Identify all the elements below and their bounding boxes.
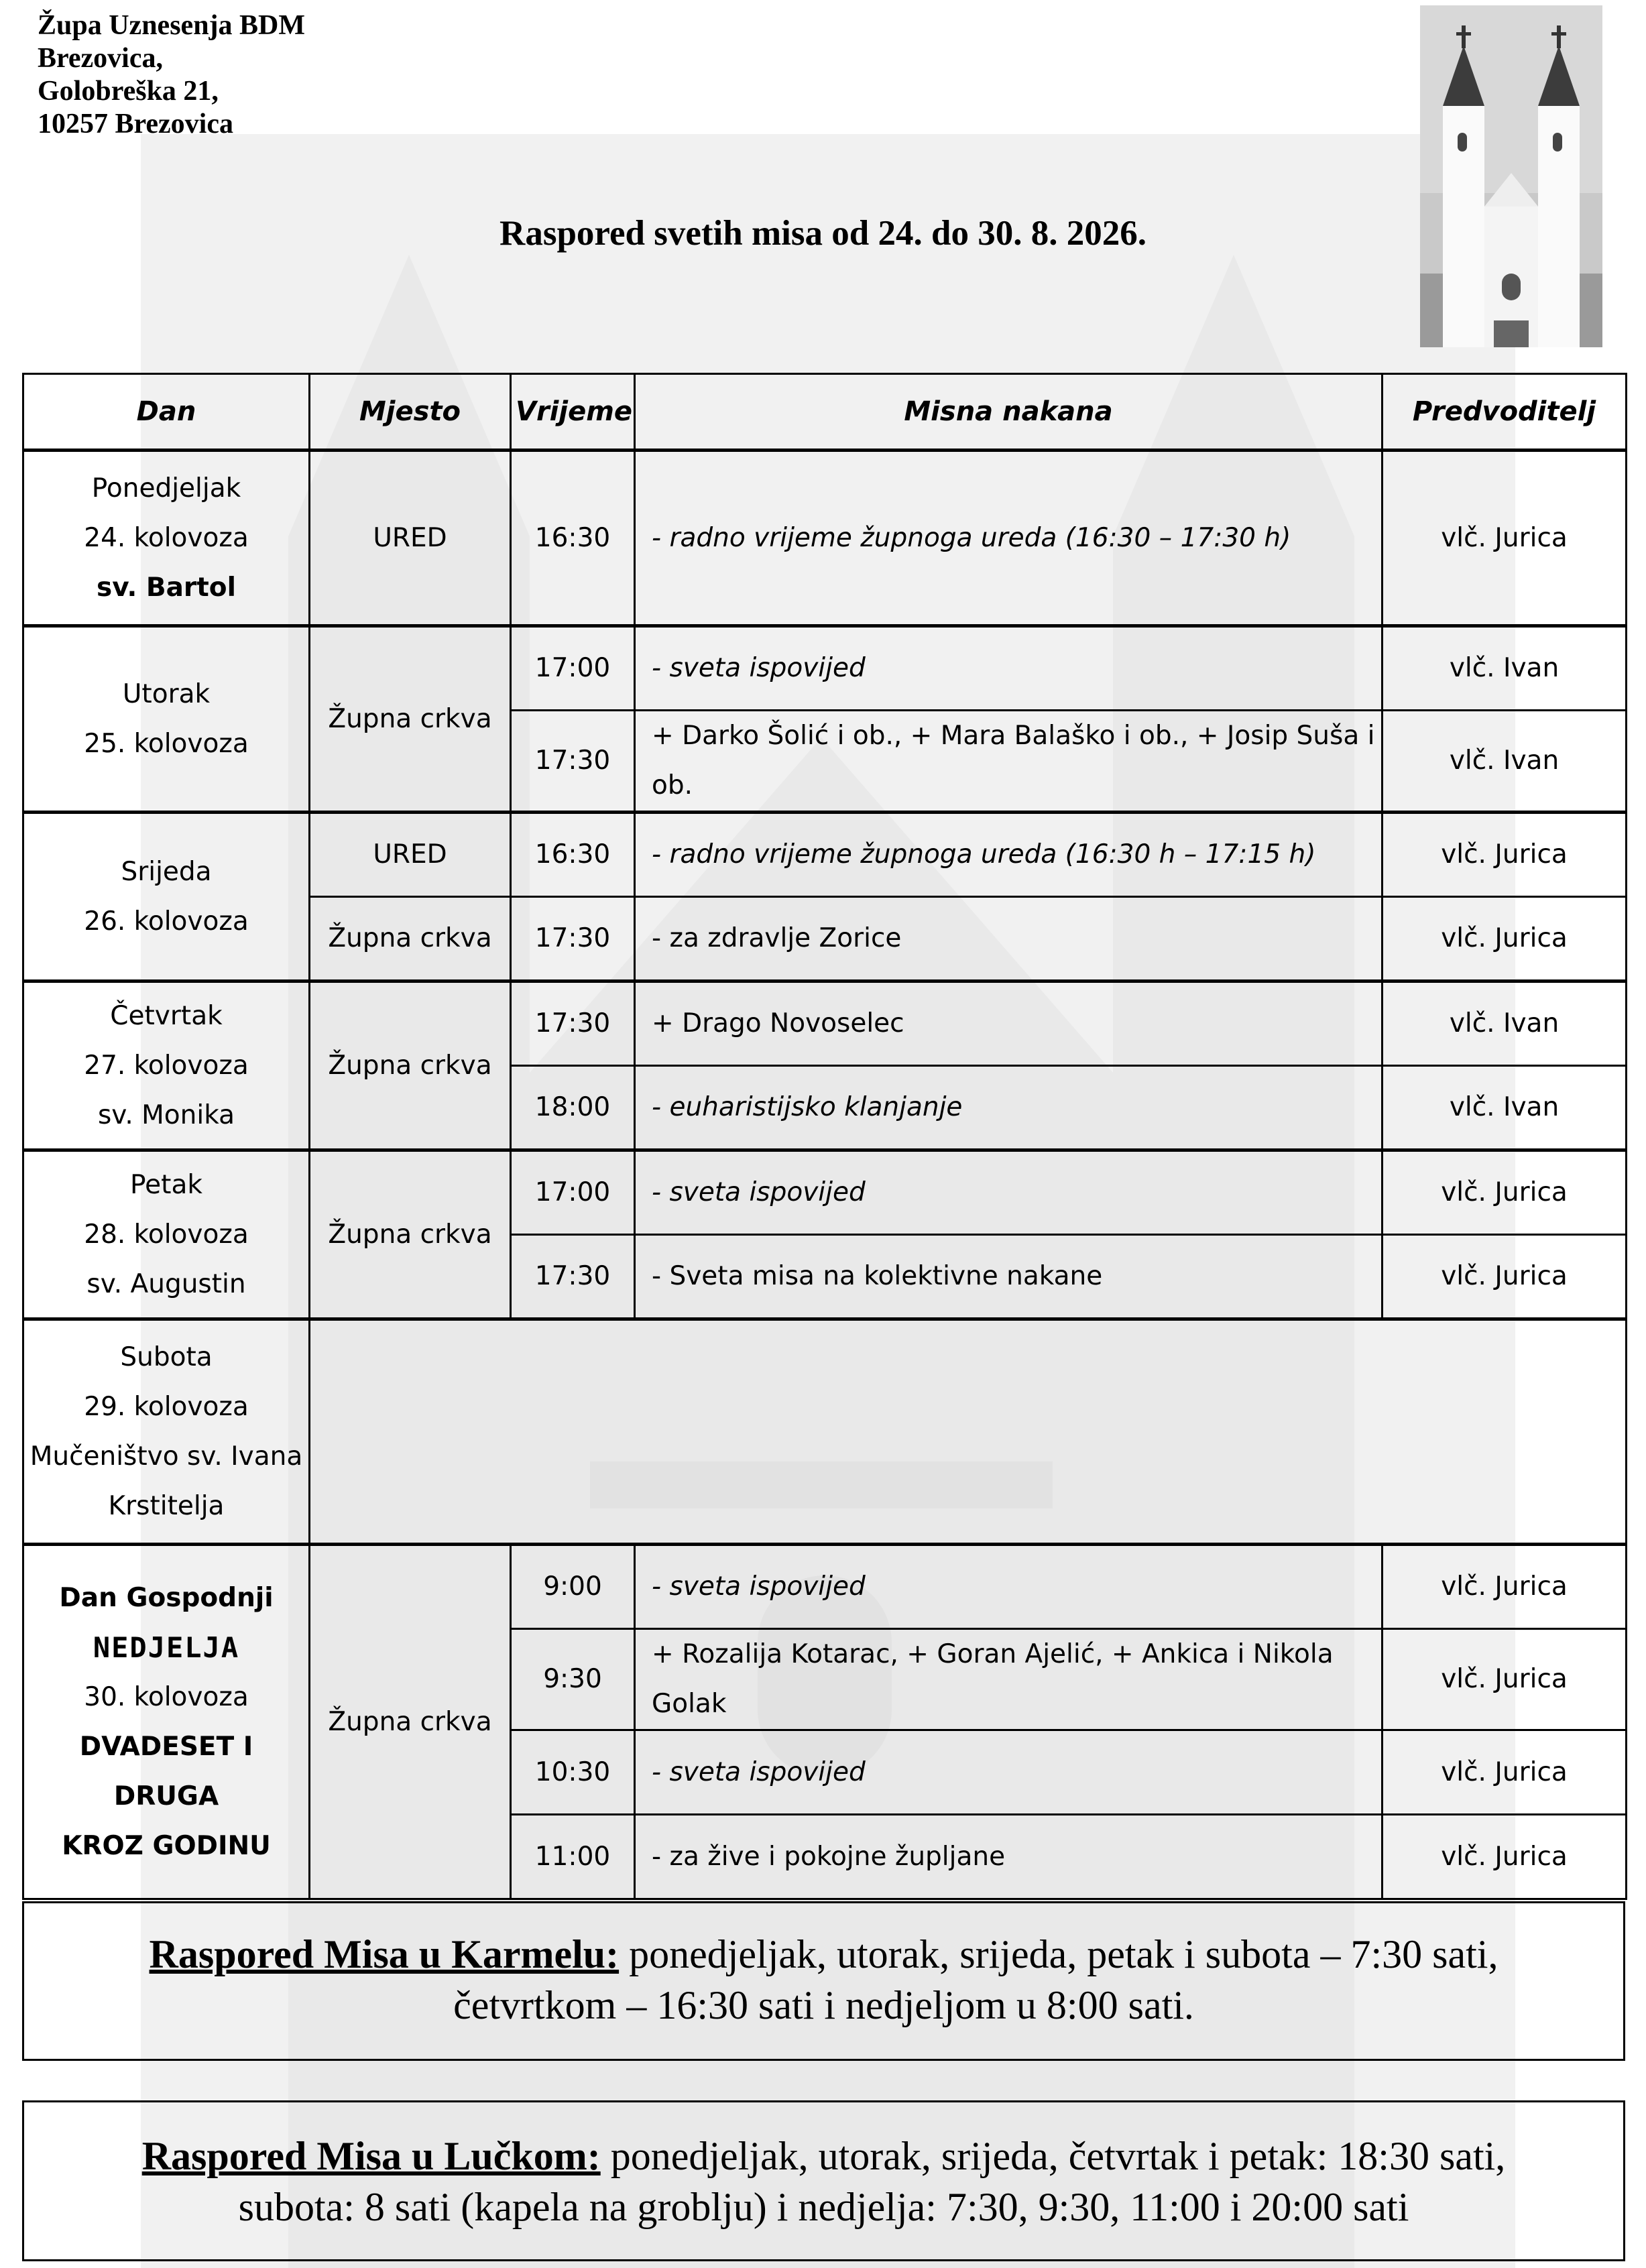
day-saint: DVADESET I DRUGA [79,1731,253,1811]
lucko-label: Raspored Misa u Lučkom: [141,2134,601,2178]
place-cell: Župna crkva [310,1545,511,1899]
place-cell: Župna crkva [310,981,511,1150]
empty-cell [310,1319,1627,1545]
intention-cell: + Darko Šolić i ob., + Mara Balaško i ob., + Josip Suša i ob. [635,711,1383,813]
leader-cell: vlč. Ivan [1383,1066,1627,1150]
leader-cell: vlč. Jurica [1383,451,1627,626]
day-date: 27. kolovoza [84,1050,249,1081]
leader-cell: vlč. Jurica [1383,1815,1627,1899]
leader-cell: vlč. Jurica [1383,897,1627,981]
leader-cell: vlč. Jurica [1383,1545,1627,1629]
table-row [23,626,1627,711]
intention-cell: - za zdravlje Zorice [635,897,1383,981]
intention-cell: + Drago Novoselec [635,981,1383,1066]
place-cell: Župna crkva [310,1150,511,1319]
leader-cell: vlč. Ivan [1383,711,1627,813]
day-cell [23,451,310,626]
day-saint: sv. Augustin [86,1268,246,1299]
day-date: 28. kolovoza [84,1219,249,1250]
leader-cell: vlč. Jurica [1383,813,1627,897]
leader-cell: vlč. Jurica [1383,1150,1627,1235]
time-cell: 18:00 [511,1066,635,1150]
time-cell: 17:00 [511,626,635,711]
place-cell: Župna crkva [310,626,511,813]
time-cell: 17:30 [511,981,635,1066]
day-cell [23,626,310,813]
page-title: Raspored svetih misa od 24. do 30. 8. 2026. [499,214,1147,253]
place-cell: URED [310,451,511,626]
time-cell: 9:00 [511,1545,635,1629]
header-predvoditelj: Predvoditelj [1383,374,1627,451]
parish-postcode: 10257 Brezovica [38,109,233,139]
header-nakana: Misna nakana [635,374,1383,451]
karmel-text-1: ponedjeljak, utorak, srijeda, petak i subota – 7:30 sati, [619,1932,1498,1976]
day-date: 26. kolovoza [84,906,249,937]
day-date: 30. kolovoza [84,1681,249,1712]
leader-cell: vlč. Jurica [1383,1629,1627,1730]
parish-street: Golobreška 21, [38,76,219,107]
table-row [23,1545,1627,1629]
table-row [23,981,1627,1066]
day-cell [23,1150,310,1319]
intention-cell: - sveta ispovijed [635,626,1383,711]
day-saint: sv. Bartol [97,572,236,603]
time-cell: 17:00 [511,1150,635,1235]
leader-cell: vlč. Ivan [1383,981,1627,1066]
header-dan: Dan [23,374,310,451]
day-name: Petak [130,1169,202,1200]
day-name: Utorak [122,678,211,709]
day-cell [23,1319,310,1545]
karmel-label: Raspored Misa u Karmelu: [149,1932,620,1976]
time-cell: 17:30 [511,897,635,981]
parish-city: Brezovica, [38,43,163,74]
day-saint-cont: Krstitelja [108,1490,225,1521]
time-cell: 16:30 [511,451,635,626]
day-saint-cont: KROZ GODINU [62,1830,271,1861]
table-row [23,813,1627,897]
place-cell: Župna crkva [310,897,511,981]
day-saint: sv. Monika [97,1099,235,1130]
time-cell: 9:30 [511,1629,635,1730]
leader-cell: vlč. Ivan [1383,626,1627,711]
church-photo [1420,5,1602,347]
day-date: 29. kolovoza [84,1391,249,1422]
day-name: Ponedjeljak [91,473,241,503]
karmel-text-2: četvrtkom – 16:30 sati i nedjeljom u 8:00 sati. [453,1983,1194,2027]
time-cell: 17:30 [511,1235,635,1319]
table-row [23,451,1627,626]
header-vrijeme: Vrijeme [511,374,635,451]
intention-cell: - radno vrijeme župnoga ureda (16:30 h – 17:15 h) [635,813,1383,897]
intention-cell: - Sveta misa na kolektivne nakane [635,1235,1383,1319]
parish-address [38,9,305,141]
mass-schedule-table [22,373,1627,1900]
day-saint: Mučeništvo sv. Ivana [30,1441,303,1472]
header-mjesto: Mjesto [310,374,511,451]
leader-cell: vlč. Jurica [1383,1235,1627,1319]
day-date: 24. kolovoza [84,522,249,553]
day-name: NEDJELJA [93,1630,240,1664]
intention-cell: - sveta ispovijed [635,1150,1383,1235]
place-cell: URED [310,813,511,897]
parish-name: Župa Uznesenja BDM [38,10,306,41]
intention-cell: - za žive i pokojne župljane [635,1815,1383,1899]
intention-cell: - radno vrijeme župnoga ureda (16:30 – 17:30 h) [635,451,1383,626]
day-date: 25. kolovoza [84,728,249,759]
intention-cell: - euharistijsko klanjanje [635,1066,1383,1150]
intention-cell: - sveta ispovijed [635,1730,1383,1815]
day-cell [23,813,310,981]
lucko-line-1 [24,2131,1623,2182]
intention-cell: - sveta ispovijed [635,1545,1383,1629]
time-cell: 17:30 [511,711,635,813]
day-heading: Dan Gospodnji [59,1582,274,1613]
intention-cell: + Rozalija Kotarac, + Goran Ajelić, + Ankica i Nikola Golak [635,1629,1383,1730]
time-cell: 10:30 [511,1730,635,1815]
lucko-text-1: ponedjeljak, utorak, srijeda, četvrtak i petak: 18:30 sati, [600,2134,1506,2178]
lucko-schedule-box [22,2100,1625,2261]
table-row [23,1150,1627,1235]
day-name: Četvrtak [110,1000,223,1031]
leader-cell: vlč. Jurica [1383,1730,1627,1815]
day-name: Srijeda [121,856,212,887]
time-cell: 16:30 [511,813,635,897]
day-cell [23,1545,310,1899]
day-cell [23,981,310,1150]
karmel-schedule-box [22,1901,1625,2061]
day-name: Subota [120,1341,213,1372]
table-row [23,1319,1627,1545]
lucko-text-2: subota: 8 sati (kapela na groblju) i nedjelja: 7:30, 9:30, 11:00 i 20:00 sati [238,2185,1409,2229]
karmel-line-1 [24,1929,1623,1980]
time-cell: 11:00 [511,1815,635,1899]
table-header-row [23,374,1627,451]
